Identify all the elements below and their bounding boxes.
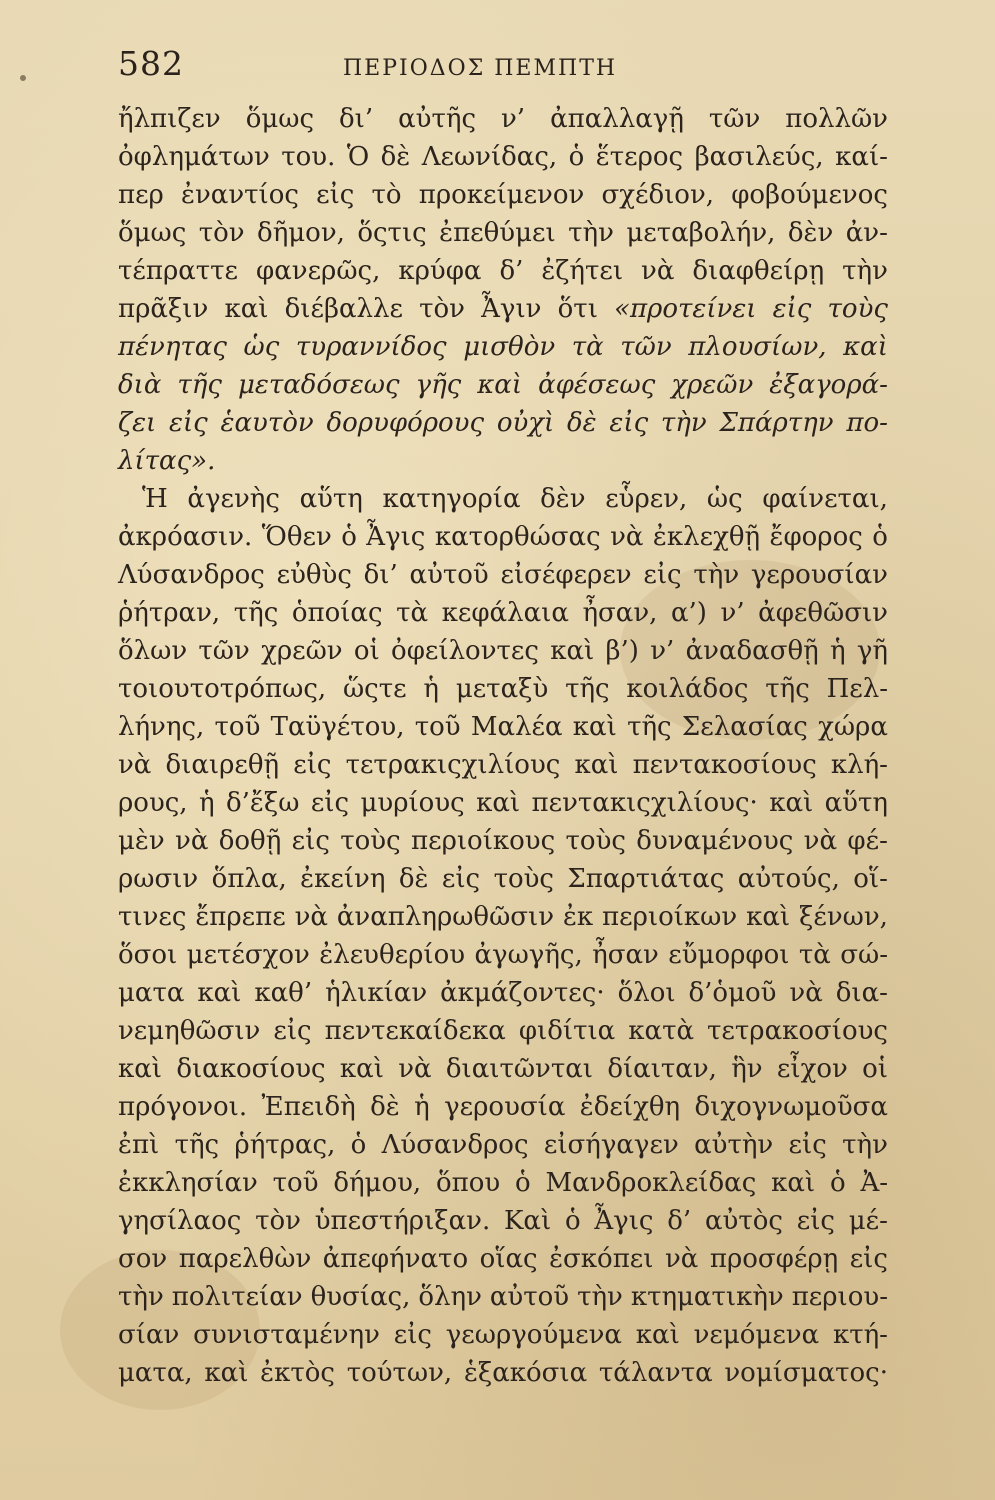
text-line: ῥήτραν, τῆς ὁποίας τὰ κεφάλαια ἦσαν, α’) ν’ ἀφεθῶσιν — [118, 598, 888, 628]
text-line: σίαν συνισταμένην εἰς γεωργούμενα καὶ νεμόμενα κτή- — [118, 1320, 888, 1350]
text-line: ἐπὶ τῆς ῥήτρας, ὁ Λύσανδρος εἰσήγαγεν αὐτὴν εἰς τὴν — [118, 1130, 888, 1160]
body-text — [118, 100, 888, 1392]
text-line: νὰ διαιρεθῇ εἰς τετρακιςχιλίους καὶ πεντακοσίους κλή- — [118, 750, 888, 780]
text-line: ματα, καὶ ἐκτὸς τούτων, ἑξακόσια τάλαντα νομίσματος· — [118, 1358, 888, 1388]
text-line: ὅσοι μετέσχον ἐλευθερίου ἀγωγῆς, ἦσαν εὔμορφοι τὰ σώ- — [118, 940, 888, 970]
text-line: λήνης, τοῦ Ταϋγέτου, τοῦ Μαλέα καὶ τῆς Σελασίας χώρα — [118, 712, 888, 742]
text-line: ἤλπιζεν ὅμως δι’ αὐτῆς ν’ ἀπαλλαγῇ τῶν πολλῶν — [118, 104, 888, 134]
text-line: τέπραττε φανερῶς, κρύφα δ’ ἐζήτει νὰ διαφθείρῃ τὴν — [118, 256, 888, 286]
text-line: Ἡ ἀγενὴς αὕτη κατηγορία δὲν εὗρεν, ὡς φαίνεται, — [142, 484, 888, 514]
text-line: τινες ἔπρεπε νὰ ἀναπληρωθῶσιν ἐκ περιοίκων καὶ ξένων, — [118, 902, 888, 932]
text-line: πρόγονοι. Ἐπειδὴ δὲ ἡ γερουσία ἐδείχθη διχογνωμοῦσα — [118, 1092, 888, 1122]
text-line: ἐκκλησίαν τοῦ δήμου, ὅπου ὁ Μανδροκλείδας καὶ ὁ Ἀ- — [118, 1168, 888, 1198]
text-line: ὅμως τὸν δῆμον, ὅςτις ἐπεθύμει τὴν μεταβολήν, δὲν ἀν- — [118, 218, 888, 248]
text-line: ὀφλημάτων του. Ὁ δὲ Λεωνίδας, ὁ ἕτερος βασιλεύς, καί- — [118, 142, 888, 172]
text-line: ὅλων τῶν χρεῶν οἱ ὀφείλοντες καὶ β’) ν’ ἀναδασθῇ ἡ γῆ — [118, 636, 888, 666]
text-line: ρωσιν ὅπλα, ἐκείνη δὲ εἰς τοὺς Σπαρτιάτας αὐτούς, οἵ- — [118, 864, 888, 894]
page-number: 582 — [118, 44, 184, 83]
margin-dot — [20, 75, 26, 81]
text-line: καὶ διακοσίους καὶ νὰ διαιτῶνται δίαιταν, ἣν εἶχον οἱ — [118, 1054, 888, 1084]
text-line: πρᾶξιν καὶ διέβαλλε τὸν Ἆγιν ὅτι «προτείνει εἰς τοὺς — [118, 294, 888, 324]
text-line: γησίλαος τὸν ὑπεστήριξαν. Καὶ ὁ Ἆγις δ’ αὐτὸς εἰς μέ- — [118, 1206, 888, 1236]
text-line: τοιουτοτρόπως, ὥςτε ἡ μεταξὺ τῆς κοιλάδος τῆς Πελ- — [118, 674, 888, 704]
text-line: ζει εἰς ἑαυτὸν δορυφόρους οὐχὶ δὲ εἰς τὴν Σπάρτην πο- — [118, 408, 888, 438]
text-line: Λύσανδρος εὐθὺς δι’ αὐτοῦ εἰσέφερεν εἰς τὴν γερουσίαν — [118, 560, 888, 590]
page-header — [118, 44, 888, 94]
text-line: διὰ τῆς μεταδόσεως γῆς καὶ ἀφέσεως χρεῶν ἐξαγορά- — [118, 370, 888, 400]
text-line: τὴν πολιτείαν θυσίας, ὅλην αὐτοῦ τὴν κτηματικὴν περιου- — [118, 1282, 888, 1312]
text-line: περ ἐναντίος εἰς τὸ προκείμενον σχέδιον, φοβούμενος — [118, 180, 888, 210]
text-line: νεμηθῶσιν εἰς πεντεκαίδεκα φιδίτια κατὰ τετρακοσίους — [118, 1016, 888, 1046]
text-line: ἀκρόασιν. Ὅθεν ὁ Ἆγις κατορθώσας νὰ ἐκλεχθῇ ἔφορος ὁ — [118, 522, 888, 552]
text-line: ματα καὶ καθ’ ἡλικίαν ἀκμάζοντες· ὅλοι δ’ὁμοῦ νὰ δια- — [118, 978, 888, 1008]
text-line: ρους, ἡ δ’ἔξω εἰς μυρίους καὶ πεντακιςχιλίους· καὶ αὕτη — [118, 788, 888, 818]
text-line: πένητας ὡς τυραννίδος μισθὸν τὰ τῶν πλουσίων, καὶ — [118, 332, 888, 362]
text-line: μὲν νὰ δοθῇ εἰς τοὺς περιοίκους τοὺς δυναμένους νὰ φέ- — [118, 826, 888, 856]
running-head: ΠΕΡΙΟΔΟΣ ΠΕΜΠΤΗ — [343, 56, 618, 81]
text-line: λίτας». — [118, 446, 216, 476]
text-line: σον παρελθὼν ἀπεφήνατο οἵας ἐσκόπει νὰ προσφέρῃ εἰς — [118, 1244, 888, 1274]
